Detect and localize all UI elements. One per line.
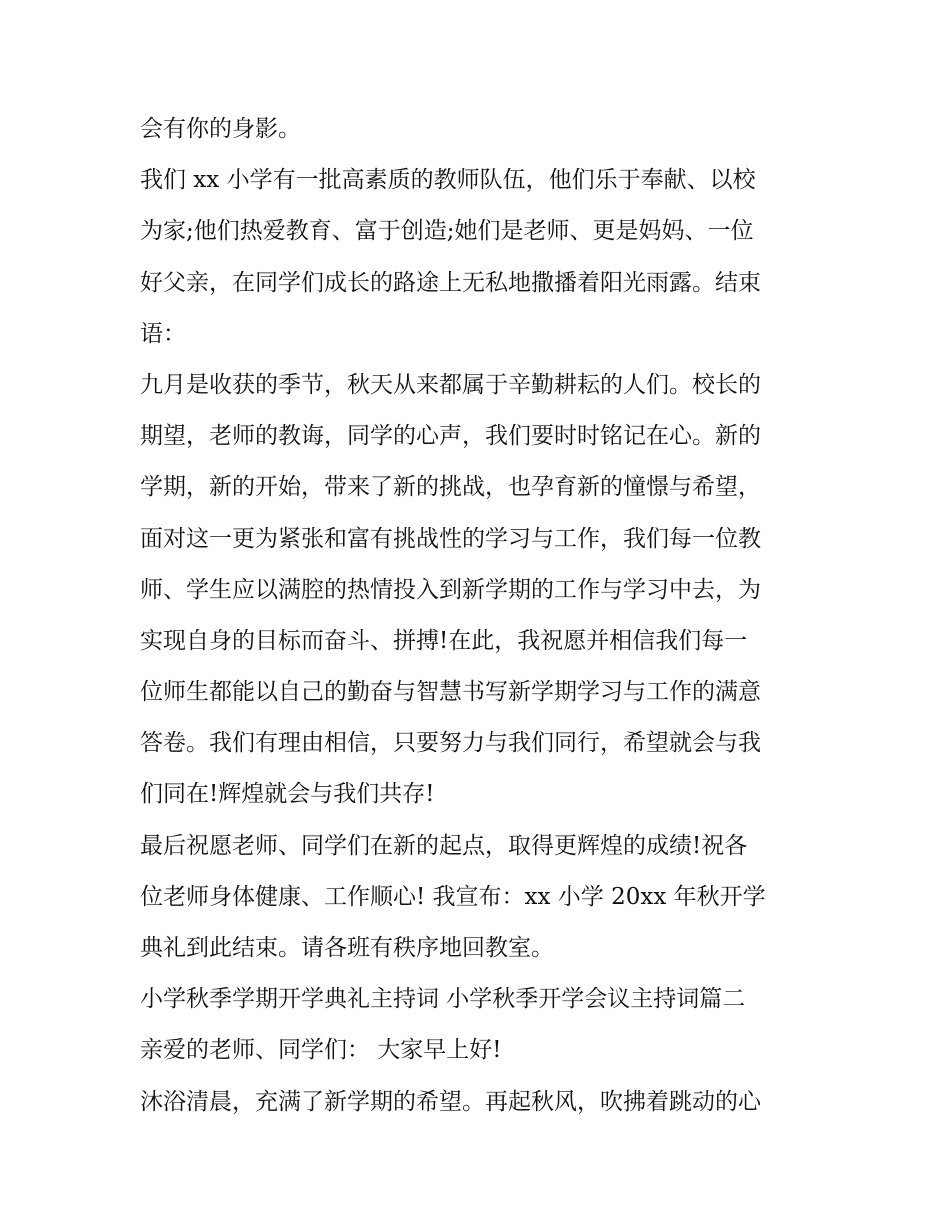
text-line: 沐浴清晨，充满了新学期的希望。再起秋风，吹拂着跳动的心 [140, 1088, 761, 1115]
text-line: 九月是收获的季节，秋天从来都属于辛勤耕耘的人们。校长的 [140, 371, 761, 398]
text-line: 我们 xx 小学有一批高素质的教师队伍，他们乐于奉献、以校 [140, 167, 756, 194]
text-line: 位师生都能以自己的勤奋与智慧书写新学期学习与工作的满意 [140, 679, 761, 706]
text-line: 实现自身的目标而奋斗、拼搏!在此，我祝愿并相信我们每一 [140, 627, 748, 654]
document-body [140, 104, 820, 1128]
text-line: 学期，新的开始，带来了新的挑战，也孕育新的憧憬与希望， [140, 474, 761, 501]
text-line: 为家;他们热爱教育、富于创造;她们是老师、更是妈妈、一位 [140, 218, 754, 245]
text-line: 答卷。我们有理由相信，只要努力与我们同行，希望就会与我 [140, 730, 761, 757]
greeting-line: 亲爱的老师、同学们： 大家早上好! [140, 1037, 502, 1064]
text-line: 师、学生应以满腔的热情投入到新学期的工作与学习中去，为 [140, 576, 761, 603]
text-line: 们同在!辉煌就会与我们共存! [140, 781, 435, 808]
text-line: 典礼到此结束。请各班有秩序地回教室。 [140, 935, 554, 961]
text-line: 最后祝愿老师、同学们在新的起点，取得更辉煌的成绩!祝各 [140, 832, 748, 859]
section-heading: 小学秋季学期开学典礼主持词 小学秋季开学会议主持词篇二 [140, 986, 746, 1013]
text-line: 期望，老师的教诲，同学的心声，我们要时时铭记在心。新的 [140, 423, 761, 450]
text-line: 位老师身体健康、工作顺心! 我宣布：xx 小学 20xx 年秋开学 [140, 883, 766, 910]
text-line: 语： [140, 320, 186, 347]
text-line: 面对这一更为紧张和富有挑战性的学习与工作，我们每一位教 [140, 525, 761, 552]
text-line: 好父亲，在同学们成长的路途上无私地撒播着阳光雨露。结束 [140, 269, 761, 296]
text-line: 会有你的身影。 [140, 116, 301, 142]
